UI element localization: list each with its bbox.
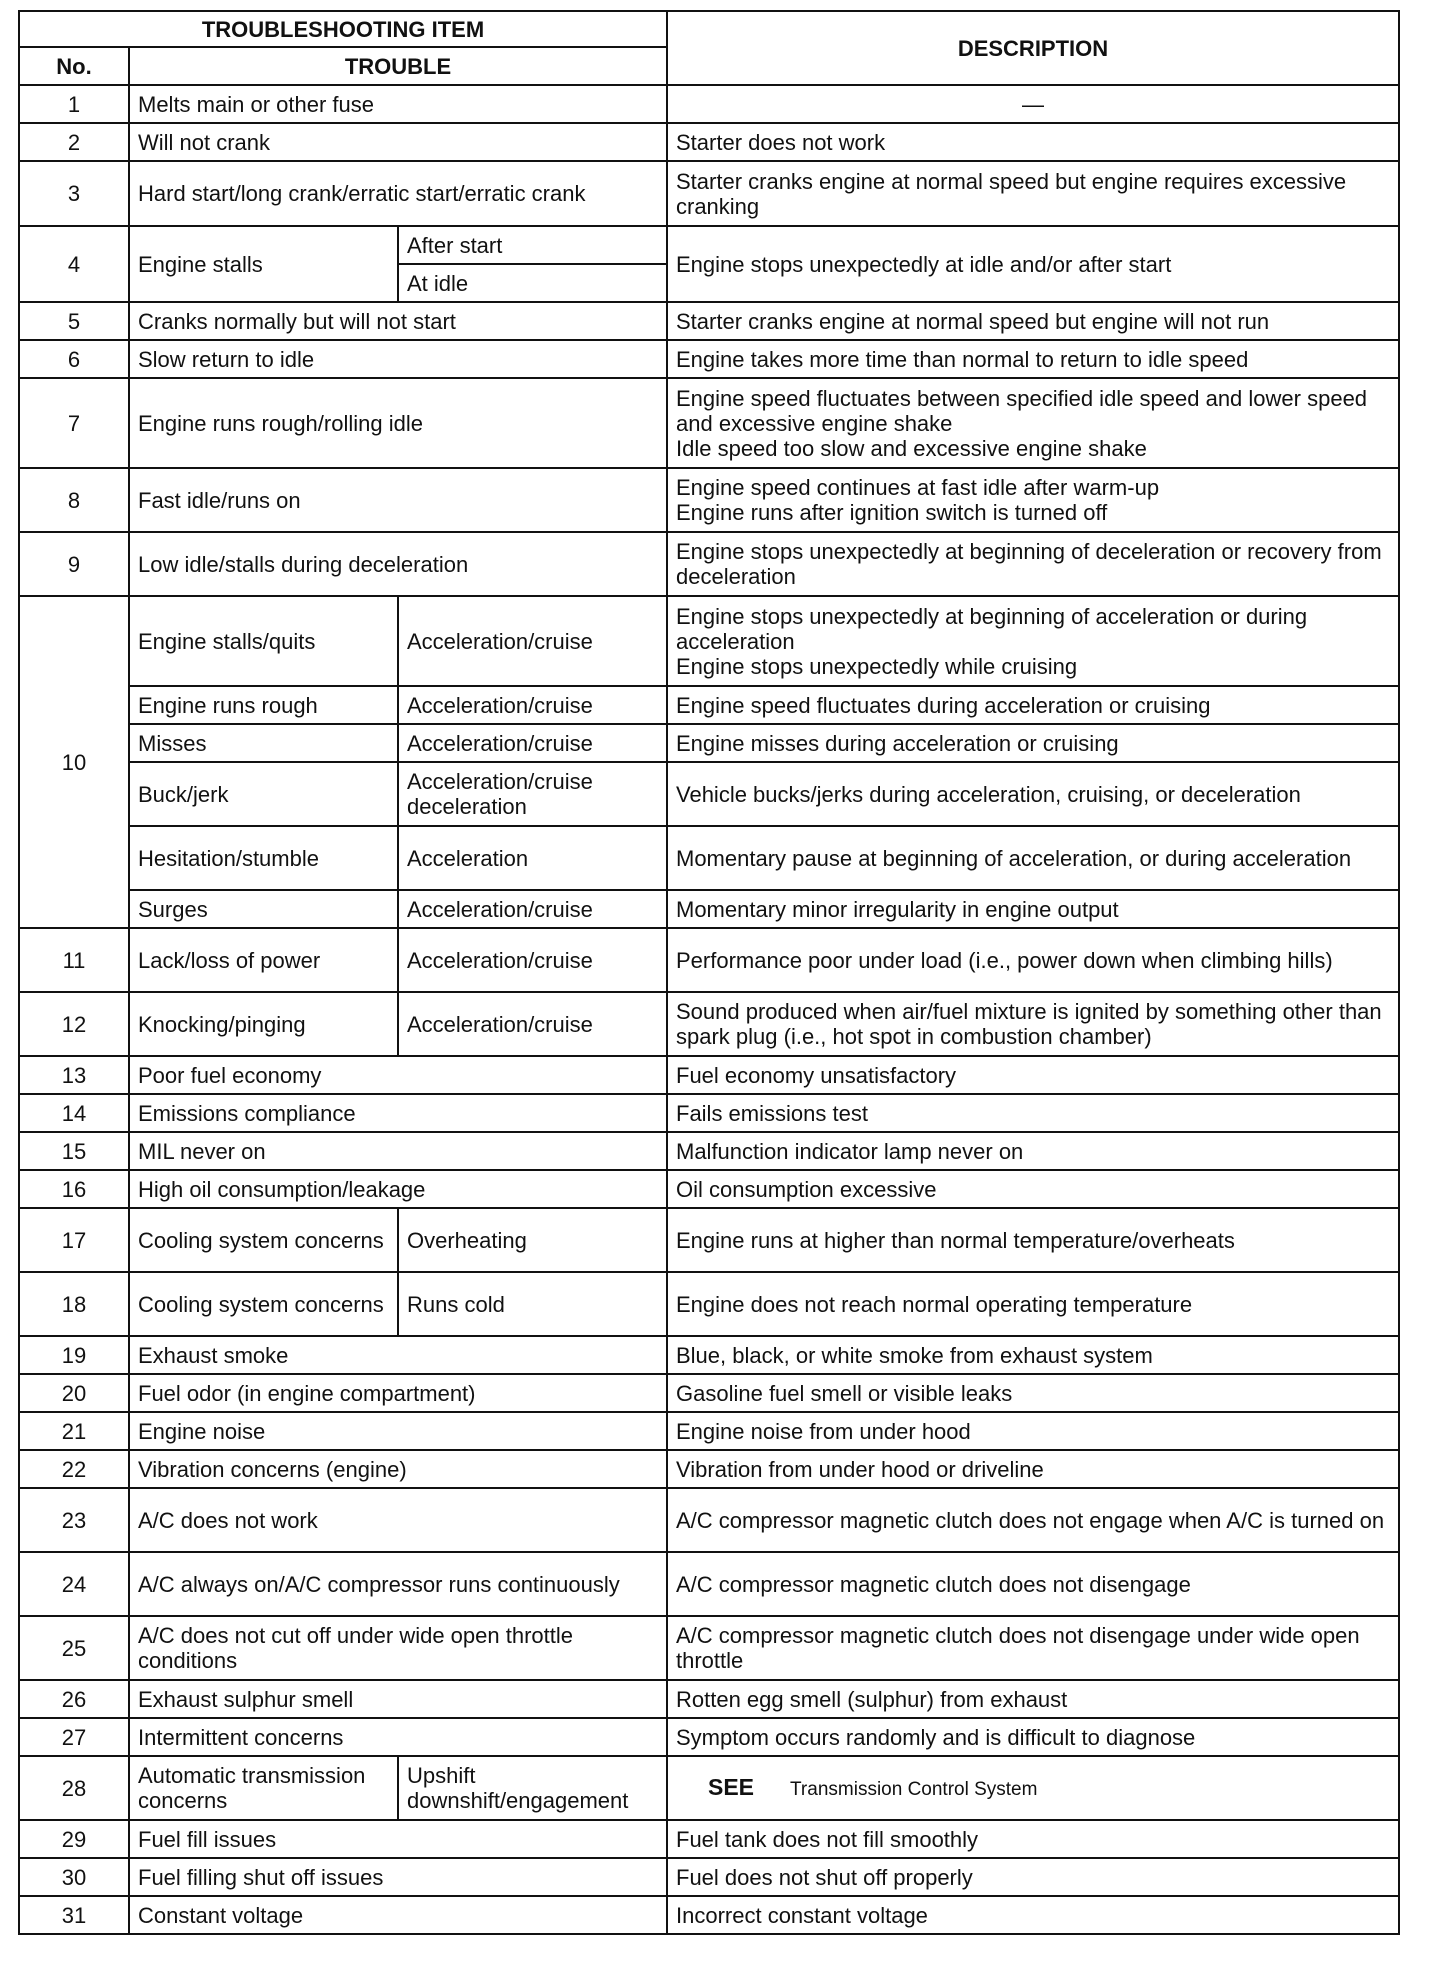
description-header: DESCRIPTION (667, 11, 1399, 85)
table-row (19, 1552, 1399, 1616)
condition-cell: Acceleration/cruise (398, 992, 667, 1056)
trouble-cell: Vibration concerns (engine) (129, 1450, 667, 1488)
trouble-cell: Engine runs rough/rolling idle (129, 378, 667, 468)
table-row (19, 340, 1399, 378)
table-row (19, 378, 1399, 468)
row-number: 26 (19, 1680, 129, 1718)
condition-line: deceleration (407, 794, 527, 819)
row-number: 19 (19, 1336, 129, 1374)
condition-cell: Acceleration/cruise (398, 928, 667, 992)
row-number: 28 (19, 1756, 129, 1820)
description-cell: Fuel tank does not fill smoothly (667, 1820, 1399, 1858)
description-cell: Engine speed fluctuates during acceleration or cruising (667, 686, 1399, 724)
description-cell: — (667, 85, 1399, 123)
trouble-cell: Automatic transmission concerns (129, 1756, 398, 1820)
trouble-cell: Engine runs rough (129, 686, 398, 724)
condition-cell: At idle (398, 264, 667, 302)
trouble-cell: A/C always on/A/C compressor runs continuously (129, 1552, 667, 1616)
table-row (19, 532, 1399, 596)
trouble-cell: Misses (129, 724, 398, 762)
description-cell: Fails emissions test (667, 1094, 1399, 1132)
description-cell (667, 468, 1399, 532)
description-cell: Vibration from under hood or driveline (667, 1450, 1399, 1488)
table-row (19, 1412, 1399, 1450)
row-number: 12 (19, 992, 129, 1056)
table-row (19, 1616, 1399, 1680)
trouble-cell: Engine stalls/quits (129, 596, 398, 686)
row-number: 22 (19, 1450, 129, 1488)
trouble-cell: Exhaust smoke (129, 1336, 667, 1374)
trouble-cell: Engine noise (129, 1412, 667, 1450)
description-cell: Oil consumption excessive (667, 1170, 1399, 1208)
description-cell (667, 596, 1399, 686)
row-number: 10 (19, 596, 129, 928)
description-cell: Starter cranks engine at normal speed but engine requires excessive cranking (667, 161, 1399, 226)
condition-cell: Acceleration/cruise (398, 596, 667, 686)
row-number: 27 (19, 1718, 129, 1756)
table-row (19, 468, 1399, 532)
troubleshooting-item-header: TROUBLESHOOTING ITEM (19, 11, 667, 47)
table-row (19, 302, 1399, 340)
trouble-cell: Melts main or other fuse (129, 85, 667, 123)
condition-cell (398, 762, 667, 826)
condition-line: Upshift (407, 1763, 476, 1788)
row-number: 6 (19, 340, 129, 378)
row-number: 7 (19, 378, 129, 468)
description-cell: Starter cranks engine at normal speed but engine will not run (667, 302, 1399, 340)
trouble-cell: Emissions compliance (129, 1094, 667, 1132)
row-number: 9 (19, 532, 129, 596)
table-row (19, 1680, 1399, 1718)
description-line: Engine stops unexpectedly while cruising (676, 653, 1078, 679)
row-number: 1 (19, 85, 129, 123)
trouble-cell: Fuel fill issues (129, 1820, 667, 1858)
row-number: 20 (19, 1374, 129, 1412)
table-row (19, 1374, 1399, 1412)
trouble-header: TROUBLE (129, 47, 667, 85)
description-line: Engine speed fluctuates between specified idle speed and lower speed and excessive engine shake (676, 385, 1368, 436)
table-row (19, 724, 1399, 762)
description-cell (667, 378, 1399, 468)
description-line: Engine runs after ignition switch is turned off (676, 500, 1108, 525)
row-number: 16 (19, 1170, 129, 1208)
trouble-cell: Surges (129, 890, 398, 928)
row-number: 3 (19, 161, 129, 226)
row-number: 11 (19, 928, 129, 992)
table-row (19, 826, 1399, 890)
description-cell: Incorrect constant voltage (667, 1896, 1399, 1934)
description-cell: Engine takes more time than normal to return to idle speed (667, 340, 1399, 378)
description-cell: Performance poor under load (i.e., power down when climbing hills) (667, 928, 1399, 992)
table-row (19, 1208, 1399, 1272)
description-cell: Starter does not work (667, 123, 1399, 161)
table-row (19, 1170, 1399, 1208)
row-number: 15 (19, 1132, 129, 1170)
trouble-cell: Fuel odor (in engine compartment) (129, 1374, 667, 1412)
description-cell: Engine stops unexpectedly at idle and/or after start (667, 226, 1399, 302)
row-number: 31 (19, 1896, 129, 1934)
trouble-cell: Lack/loss of power (129, 928, 398, 992)
description-cell: Engine runs at higher than normal temperature/overheats (667, 1208, 1399, 1272)
trouble-cell: Buck/jerk (129, 762, 398, 826)
description-cell: Rotten egg smell (sulphur) from exhaust (667, 1680, 1399, 1718)
row-number: 30 (19, 1858, 129, 1896)
row-number: 2 (19, 123, 129, 161)
description-line: Engine speed continues at fast idle after warm-up (676, 475, 1160, 500)
condition-cell: Acceleration/cruise (398, 686, 667, 724)
trouble-cell: Low idle/stalls during deceleration (129, 532, 667, 596)
table-row (19, 1718, 1399, 1756)
trouble-cell: Will not crank (129, 123, 667, 161)
row-number: 24 (19, 1552, 129, 1616)
row-number: 18 (19, 1272, 129, 1336)
row-number: 25 (19, 1616, 129, 1680)
trouble-cell: Fast idle/runs on (129, 468, 667, 532)
description-cell: Fuel economy unsatisfactory (667, 1056, 1399, 1094)
description-cell: Malfunction indicator lamp never on (667, 1132, 1399, 1170)
description-cell: A/C compressor magnetic clutch does not engage when A/C is turned on (667, 1488, 1399, 1552)
trouble-cell: High oil consumption/leakage (129, 1170, 667, 1208)
table-row (19, 1488, 1399, 1552)
table-row (19, 596, 1399, 686)
table-row (19, 1858, 1399, 1896)
condition-cell (398, 1756, 667, 1820)
description-cell: Gasoline fuel smell or visible leaks (667, 1374, 1399, 1412)
table-row (19, 1272, 1399, 1336)
row-number: 4 (19, 226, 129, 302)
description-cell: A/C compressor magnetic clutch does not disengage under wide open throttle (667, 1616, 1399, 1680)
see-target-link[interactable]: Transmission Control System (790, 1778, 1038, 1800)
description-line: Idle speed too slow and excessive engine shake (676, 435, 1147, 461)
table-row (19, 928, 1399, 992)
condition-line: downshift/engagement (407, 1788, 629, 1813)
condition-cell: Acceleration/cruise (398, 890, 667, 928)
trouble-cell: Poor fuel economy (129, 1056, 667, 1094)
trouble-cell: A/C does not work (129, 1488, 667, 1552)
description-cell: Engine misses during acceleration or cruising (667, 724, 1399, 762)
table-row (19, 226, 1399, 264)
row-number: 5 (19, 302, 129, 340)
row-number: 13 (19, 1056, 129, 1094)
condition-cell: After start (398, 226, 667, 264)
table-row (19, 890, 1399, 928)
trouble-cell: Slow return to idle (129, 340, 667, 378)
trouble-cell: Exhaust sulphur smell (129, 1680, 667, 1718)
table-row (19, 1132, 1399, 1170)
trouble-cell: Engine stalls (129, 226, 398, 302)
description-cell: Vehicle bucks/jerks during acceleration, cruising, or deceleration (667, 762, 1399, 826)
table-row (19, 686, 1399, 724)
row-number: 21 (19, 1412, 129, 1450)
trouble-cell: Cooling system concerns (129, 1208, 398, 1272)
row-number: 23 (19, 1488, 129, 1552)
description-cell: Symptom occurs randomly and is difficult to diagnose (667, 1718, 1399, 1756)
condition-line: Acceleration/cruise (407, 769, 593, 794)
trouble-cell: Hesitation/stumble (129, 826, 398, 890)
description-cell: A/C compressor magnetic clutch does not disengage (667, 1552, 1399, 1616)
table-row (19, 1056, 1399, 1094)
trouble-cell: Cooling system concerns (129, 1272, 398, 1336)
see-label: SEE (708, 1773, 755, 1800)
description-cell: Blue, black, or white smoke from exhaust system (667, 1336, 1399, 1374)
trouble-cell: Fuel filling shut off issues (129, 1858, 667, 1896)
description-cell: Sound produced when air/fuel mixture is ignited by something other than spark plug (i.e., hot spot in combustion chamber) (667, 992, 1399, 1056)
description-cell: Fuel does not shut off properly (667, 1858, 1399, 1896)
row-number: 14 (19, 1094, 129, 1132)
table-row (19, 992, 1399, 1056)
trouble-cell: Constant voltage (129, 1896, 667, 1934)
table-row (19, 1336, 1399, 1374)
no-header: No. (19, 47, 129, 85)
table-row (19, 1450, 1399, 1488)
table-row (19, 123, 1399, 161)
trouble-cell: Intermittent concerns (129, 1718, 667, 1756)
table-row (19, 1820, 1399, 1858)
table-row (19, 1896, 1399, 1934)
description-cell: Engine noise from under hood (667, 1412, 1399, 1450)
condition-cell: Acceleration/cruise (398, 724, 667, 762)
table-row (19, 161, 1399, 226)
description-cell: Momentary minor irregularity in engine output (667, 890, 1399, 928)
trouble-cell: Cranks normally but will not start (129, 302, 667, 340)
condition-cell: Overheating (398, 1208, 667, 1272)
trouble-cell: A/C does not cut off under wide open throttle conditions (129, 1616, 667, 1680)
row-number: 8 (19, 468, 129, 532)
condition-cell: Acceleration (398, 826, 667, 890)
description-cell: Momentary pause at beginning of acceleration, or during acceleration (667, 826, 1399, 890)
description-cell: Engine does not reach normal operating temperature (667, 1272, 1399, 1336)
description-line: Engine stops unexpectedly at beginning of acceleration or during acceleration (676, 603, 1308, 654)
trouble-cell: Knocking/pinging (129, 992, 398, 1056)
table-row (19, 762, 1399, 826)
see-reference-cell (667, 1756, 1399, 1820)
troubleshooting-sheet (18, 10, 1398, 1935)
table-row (19, 1094, 1399, 1132)
troubleshooting-table (18, 10, 1400, 1935)
trouble-cell: MIL never on (129, 1132, 667, 1170)
condition-cell: Runs cold (398, 1272, 667, 1336)
row-number: 29 (19, 1820, 129, 1858)
table-row (19, 85, 1399, 123)
header-row (19, 11, 1399, 47)
trouble-cell: Hard start/long crank/erratic start/erratic crank (129, 161, 667, 226)
table-row (19, 1756, 1399, 1820)
description-cell: Engine stops unexpectedly at beginning of deceleration or recovery from deceleration (667, 532, 1399, 596)
row-number: 17 (19, 1208, 129, 1272)
